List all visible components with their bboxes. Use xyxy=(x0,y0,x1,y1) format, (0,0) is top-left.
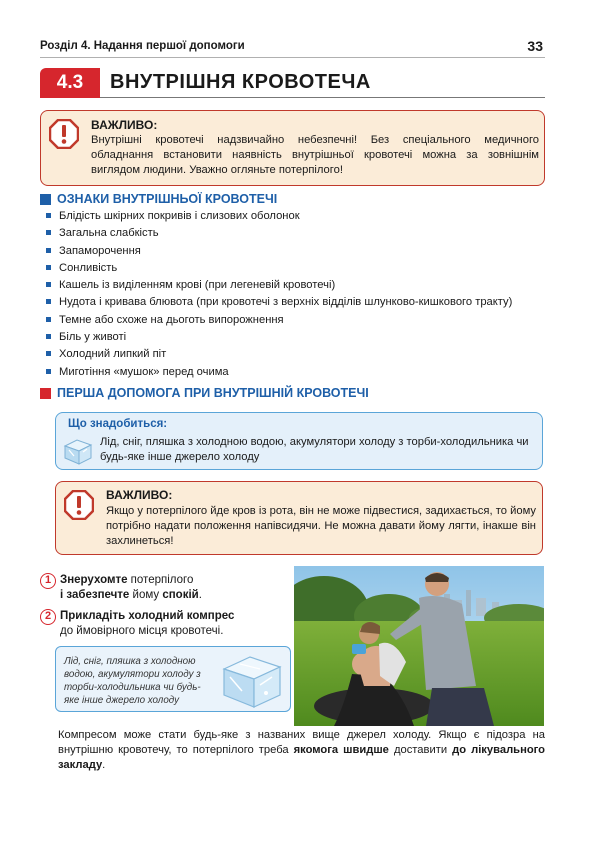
section-title-row xyxy=(40,68,545,98)
list-item: Блідість шкірних покривів і слизових оболонок xyxy=(44,208,512,225)
warning-text: Внутрішні кровотечі надзвичайно небезпечні! Без спеціального медичного обладнання встановити наявність внутрішньої кровотечі можна за зовнішнім виглядом людини. Уважно огляньте потерпілого! xyxy=(91,134,539,176)
compress-caption-box xyxy=(55,646,291,712)
step-number: 2 xyxy=(40,609,56,625)
first-aid-photo xyxy=(294,566,544,726)
list-item: Нудота і кривава блювота (при кровотечі з верхніх відділів шлунково-кишкового тракту) xyxy=(44,294,512,311)
list-item: Запаморочення xyxy=(44,243,512,260)
list-item: Сонливість xyxy=(44,260,512,277)
page-header xyxy=(40,38,545,58)
blue-square-marker xyxy=(40,194,51,205)
warning-title: ВАЖЛИВО: xyxy=(91,118,158,132)
closing-paragraph: Компресом може стати будь-яке з названих вище джерел холоду. Якщо є підозра на внутрішню кровотечу, то потерпілого треба якомога швидше доставити до лікувального закладу. xyxy=(58,729,546,771)
warning-text: Якщо у потерпілого йде кров із рота, він не може підвестися, задихається, то йому потрібно надати положення напівсидячи. Не можна давати йому лягти, інакше він захлинеться! xyxy=(106,505,536,547)
exclamation-octagon-icon xyxy=(64,490,94,520)
ice-cube-icon xyxy=(62,437,94,465)
warning-box-2 xyxy=(55,481,543,555)
list-item: Загальна слабкість xyxy=(44,225,512,242)
warning-box-1 xyxy=(40,110,545,186)
list-item: Темне або схоже на дьоготь випорожнення xyxy=(44,312,512,329)
supplies-box xyxy=(55,412,543,470)
red-square-marker xyxy=(40,388,51,399)
chapter-title: Розділ 4. Надання першої допомоги xyxy=(40,40,245,52)
supplies-title: Що знадобиться: xyxy=(68,418,168,430)
list-item: Кашель із виділенням крові (при легеневій кровотечі) xyxy=(44,277,512,294)
step-2: 2 Прикладіть холодний компрес до ймовірного місця кровотечі. xyxy=(40,609,300,643)
exclamation-octagon-icon xyxy=(49,119,79,149)
supplies-text: Лід, сніг, пляшка з холодною водою, акумулятори холоду з торби-холодильника чи будь-яке інше джерело холоду xyxy=(100,436,529,463)
step-number: 1 xyxy=(40,573,56,589)
warning-title: ВАЖЛИВО: xyxy=(106,488,173,502)
page-number: 33 xyxy=(527,38,543,54)
section-title: ВНУТРІШНЯ КРОВОТЕЧА xyxy=(110,71,371,93)
list-item: Холодний липкий піт xyxy=(44,346,512,363)
signs-list xyxy=(44,208,512,381)
ice-cube-icon xyxy=(216,651,288,711)
section-number: 4.3 xyxy=(40,68,100,98)
list-item: Миготіння «мушок» перед очима xyxy=(44,364,512,381)
list-item: Біль у животі xyxy=(44,329,512,346)
step-1: 1 Знерухомте потерпілого і забезпечте йому спокій. xyxy=(40,573,300,607)
caption-text: Лід, сніг, пляшка з холодною водою, акумулятори холоду з торби-холодильника чи будь-яке інше джерело холоду xyxy=(64,656,201,706)
